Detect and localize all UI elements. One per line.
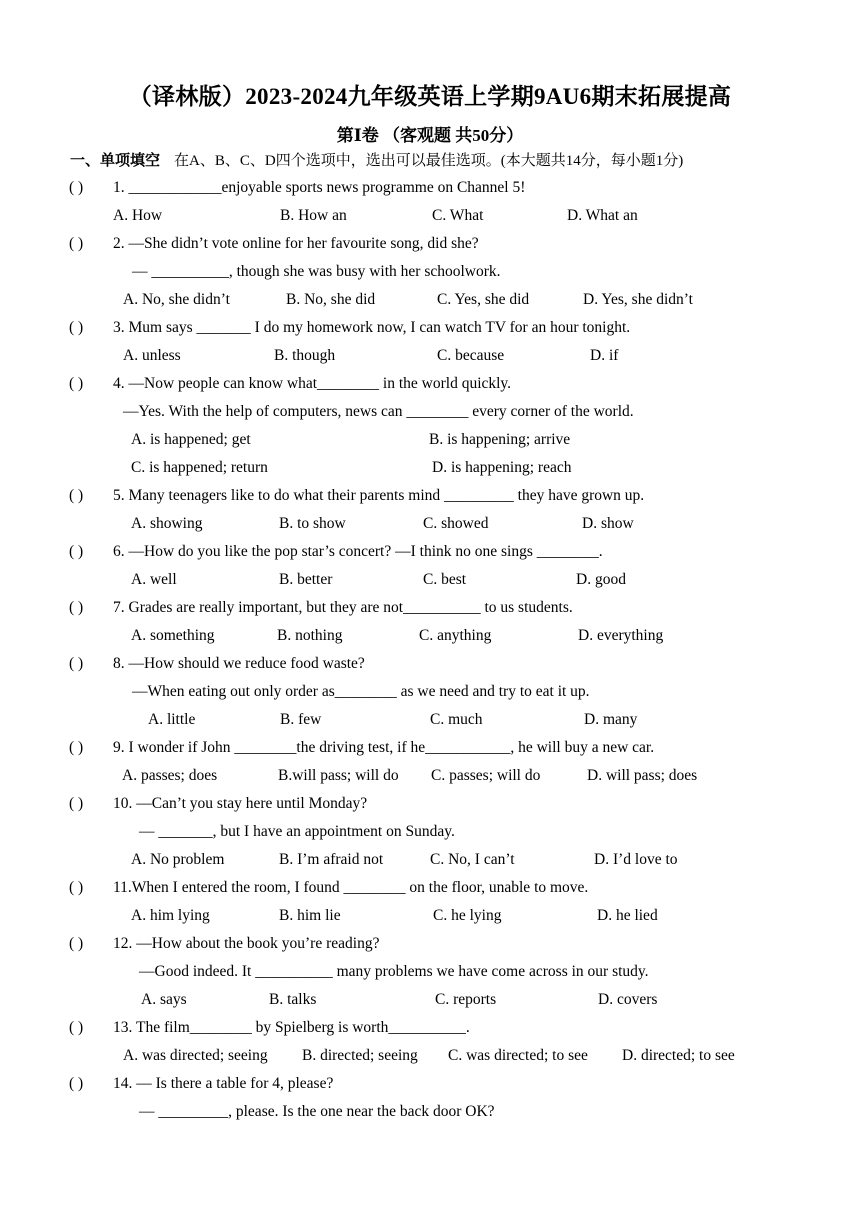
answer-blank[interactable]: ( ) (69, 739, 84, 756)
question-5-stem-line: 5. Many teenagers like to do what their parents mind _________ they have grown up. (113, 487, 645, 504)
question-13-stem-line: 13. The film________ by Spielberg is worth__________. (113, 1019, 470, 1036)
question-8-option-a[interactable]: A. little (148, 711, 196, 728)
answer-blank[interactable]: ( ) (69, 599, 84, 616)
question-2-stem-line: — __________, though she was busy with her schoolwork. (132, 263, 501, 280)
question-4-option-b[interactable]: B. is happening; arrive (429, 431, 571, 448)
question-4-option-a[interactable]: A. is happened; get (131, 431, 251, 448)
answer-blank[interactable]: ( ) (69, 655, 84, 672)
section-heading: 一、单项填空 (70, 153, 161, 169)
question-13-option-b[interactable]: B. directed; seeing (302, 1047, 418, 1064)
question-13-option-d[interactable]: D. directed; to see (622, 1047, 735, 1064)
question-14-stem-line: 14. — Is there a table for 4, please? (113, 1075, 334, 1092)
question-5-option-a[interactable]: A. showing (131, 515, 203, 532)
question-6-stem-line: 6. —How do you like the pop star’s concert? —I think no one sings ________. (113, 543, 603, 560)
question-10-option-d[interactable]: D. I’d love to (594, 851, 678, 868)
question-1-stem-line: 1. ____________enjoyable sports news programme on Channel 5! (113, 179, 526, 196)
answer-blank[interactable]: ( ) (69, 319, 84, 336)
answer-blank[interactable]: ( ) (69, 487, 84, 504)
question-1-option-a[interactable]: A. How (113, 207, 163, 224)
question-3-option-b[interactable]: B. though (274, 347, 336, 364)
question-10-stem-line: 10. —Can’t you stay here until Monday? (113, 795, 368, 812)
question-12-stem-line: —Good indeed. It __________ many problems we have come across in our study. (139, 963, 649, 980)
question-12-option-a[interactable]: A. says (141, 991, 187, 1008)
question-11-stem-line: 11.When I entered the room, I found ________ on the floor, unable to move. (113, 879, 589, 896)
question-9-option-b[interactable]: B.will pass; will do (278, 767, 399, 784)
question-11-option-d[interactable]: D. he lied (597, 907, 658, 924)
question-6-option-c[interactable]: C. best (423, 571, 467, 588)
question-1-option-b[interactable]: B. How an (280, 207, 347, 224)
question-7-option-c[interactable]: C. anything (419, 627, 492, 644)
answer-blank[interactable]: ( ) (69, 375, 84, 392)
question-7-option-d[interactable]: D. everything (578, 627, 664, 644)
question-5-option-c[interactable]: C. showed (423, 515, 489, 532)
answer-blank[interactable]: ( ) (69, 1075, 84, 1092)
question-3-option-d[interactable]: D. if (590, 347, 619, 364)
answer-blank[interactable]: ( ) (69, 543, 84, 560)
question-8-stem-line: —When eating out only order as________ as we need and try to eat it up. (132, 683, 590, 700)
question-4-option-d[interactable]: D. is happening; reach (432, 459, 572, 476)
question-8-option-c[interactable]: C. much (430, 711, 483, 728)
question-4-option-c[interactable]: C. is happened; return (131, 459, 268, 476)
question-14-stem-line: — _________, please. Is the one near the back door OK? (139, 1103, 495, 1120)
section-header (70, 149, 683, 170)
question-13-option-a[interactable]: A. was directed; seeing (123, 1047, 268, 1064)
section-instruction: 在A、B、C、D四个选项中，选出可以最佳选项。(本大题共14分，每小题1分) (174, 153, 684, 169)
question-1-option-c[interactable]: C. What (432, 207, 484, 224)
question-2-option-d[interactable]: D. Yes, she didn’t (583, 291, 693, 308)
question-1-option-d[interactable]: D. What an (567, 207, 638, 224)
question-6-option-a[interactable]: A. well (131, 571, 177, 588)
question-7-option-a[interactable]: A. something (131, 627, 215, 644)
question-3-option-a[interactable]: A. unless (123, 347, 181, 364)
question-9-stem-line: 9. I wonder if John ________the driving test, if he___________, he will buy a new car. (113, 739, 655, 756)
question-3-option-c[interactable]: C. because (437, 347, 505, 364)
question-10-option-c[interactable]: C. No, I can’t (430, 851, 515, 868)
answer-blank[interactable]: ( ) (69, 935, 84, 952)
question-3-stem-line: 3. Mum says _______ I do my homework now, I can watch TV for an hour tonight. (113, 319, 631, 336)
answer-blank[interactable]: ( ) (69, 879, 84, 896)
question-9-option-a[interactable]: A. passes; does (122, 767, 218, 784)
answer-blank[interactable]: ( ) (69, 179, 84, 196)
question-12-option-d[interactable]: D. covers (598, 991, 658, 1008)
question-7-stem-line: 7. Grades are really important, but they are not__________ to us students. (113, 599, 573, 616)
question-12-option-b[interactable]: B. talks (269, 991, 317, 1008)
page-title: （译林版）2023-2024九年级英语上学期9AU6期末拓展提高 (128, 84, 732, 109)
question-11-option-b[interactable]: B. him lie (279, 907, 341, 924)
question-12-option-c[interactable]: C. reports (435, 991, 497, 1008)
question-8-option-d[interactable]: D. many (584, 711, 638, 728)
question-4-stem-line: —Yes. With the help of computers, news can ________ every corner of the world. (123, 403, 634, 420)
question-11-option-c[interactable]: C. he lying (433, 907, 502, 924)
section-subtitle: 第Ⅰ卷 （客观题 共50分） (336, 126, 524, 145)
question-2-option-a[interactable]: A. No, she didn’t (123, 291, 230, 308)
question-5-option-d[interactable]: D. show (582, 515, 634, 532)
question-9-option-d[interactable]: D. will pass; does (587, 767, 698, 784)
question-13-option-c[interactable]: C. was directed; to see (448, 1047, 588, 1064)
answer-blank[interactable]: ( ) (69, 1019, 84, 1036)
question-6-option-d[interactable]: D. good (576, 571, 626, 588)
question-10-option-b[interactable]: B. I’m afraid not (279, 851, 384, 868)
question-5-option-b[interactable]: B. to show (279, 515, 346, 532)
question-2-stem-line: 2. —She didn’t vote online for her favourite song, did she? (113, 235, 479, 252)
question-7-option-b[interactable]: B. nothing (277, 627, 343, 644)
question-12-stem-line: 12. —How about the book you’re reading? (113, 935, 380, 952)
question-10-stem-line: — _______, but I have an appointment on Sunday. (139, 823, 455, 840)
question-10-option-a[interactable]: A. No problem (131, 851, 225, 868)
question-4-stem-line: 4. —Now people can know what________ in the world quickly. (113, 375, 512, 392)
question-6-option-b[interactable]: B. better (279, 571, 333, 588)
question-9-option-c[interactable]: C. passes; will do (431, 767, 541, 784)
answer-blank[interactable]: ( ) (69, 795, 84, 812)
question-2-option-b[interactable]: B. No, she did (286, 291, 376, 308)
question-8-stem-line: 8. —How should we reduce food waste? (113, 655, 365, 672)
answer-blank[interactable]: ( ) (69, 235, 84, 252)
question-2-option-c[interactable]: C. Yes, she did (437, 291, 530, 308)
question-8-option-b[interactable]: B. few (280, 711, 322, 728)
question-11-option-a[interactable]: A. him lying (131, 907, 210, 924)
